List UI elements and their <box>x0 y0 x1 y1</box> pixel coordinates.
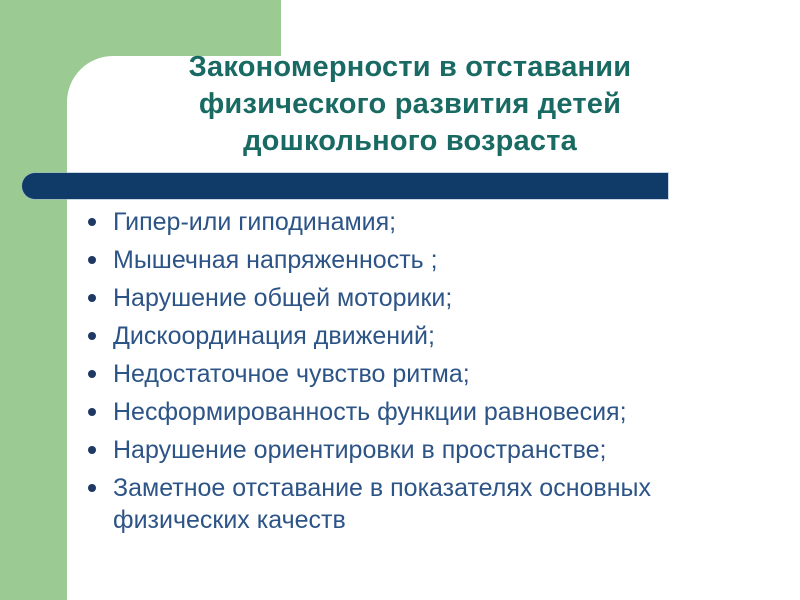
list-item <box>85 282 705 314</box>
bullet-list <box>85 206 705 542</box>
bullet-dot-icon <box>88 408 96 416</box>
list-item <box>85 206 705 238</box>
list-item <box>85 244 705 276</box>
bullet-dot-icon <box>88 218 96 226</box>
bullet-text: Нарушение ориентировки в пространстве; <box>113 436 607 464</box>
bullet-dot-icon <box>88 446 96 454</box>
bullet-text: Нарушение общей моторики; <box>113 284 453 312</box>
bullet-text: Мышечная напряженность ; <box>113 246 438 274</box>
list-item <box>85 358 705 390</box>
list-item <box>85 396 705 428</box>
bullet-text: Заметное отставание в показателях основных физических качеств <box>113 474 651 534</box>
bullet-dot-icon <box>88 332 96 340</box>
bullet-dot-icon <box>88 484 96 492</box>
divider-bar <box>22 173 668 199</box>
bullet-dot-icon <box>88 256 96 264</box>
title-line-1: Закономерности в отставании <box>188 51 632 83</box>
bullet-text: Несформированность функции равновесия; <box>113 398 627 426</box>
title-line-2: физического развития детей <box>198 88 622 120</box>
list-item <box>85 472 705 536</box>
bullet-text: Дискоординация движений; <box>113 322 435 350</box>
list-item <box>85 320 705 352</box>
page-title <box>60 49 760 160</box>
title-line-3: дошкольного возраста <box>243 125 577 157</box>
bullet-text: Гипер-или гиподинамия; <box>113 208 397 236</box>
bullet-text: Недостаточное чувство ритма; <box>113 360 470 388</box>
bullet-dot-icon <box>88 294 96 302</box>
list-item <box>85 434 705 466</box>
bullet-dot-icon <box>88 370 96 378</box>
